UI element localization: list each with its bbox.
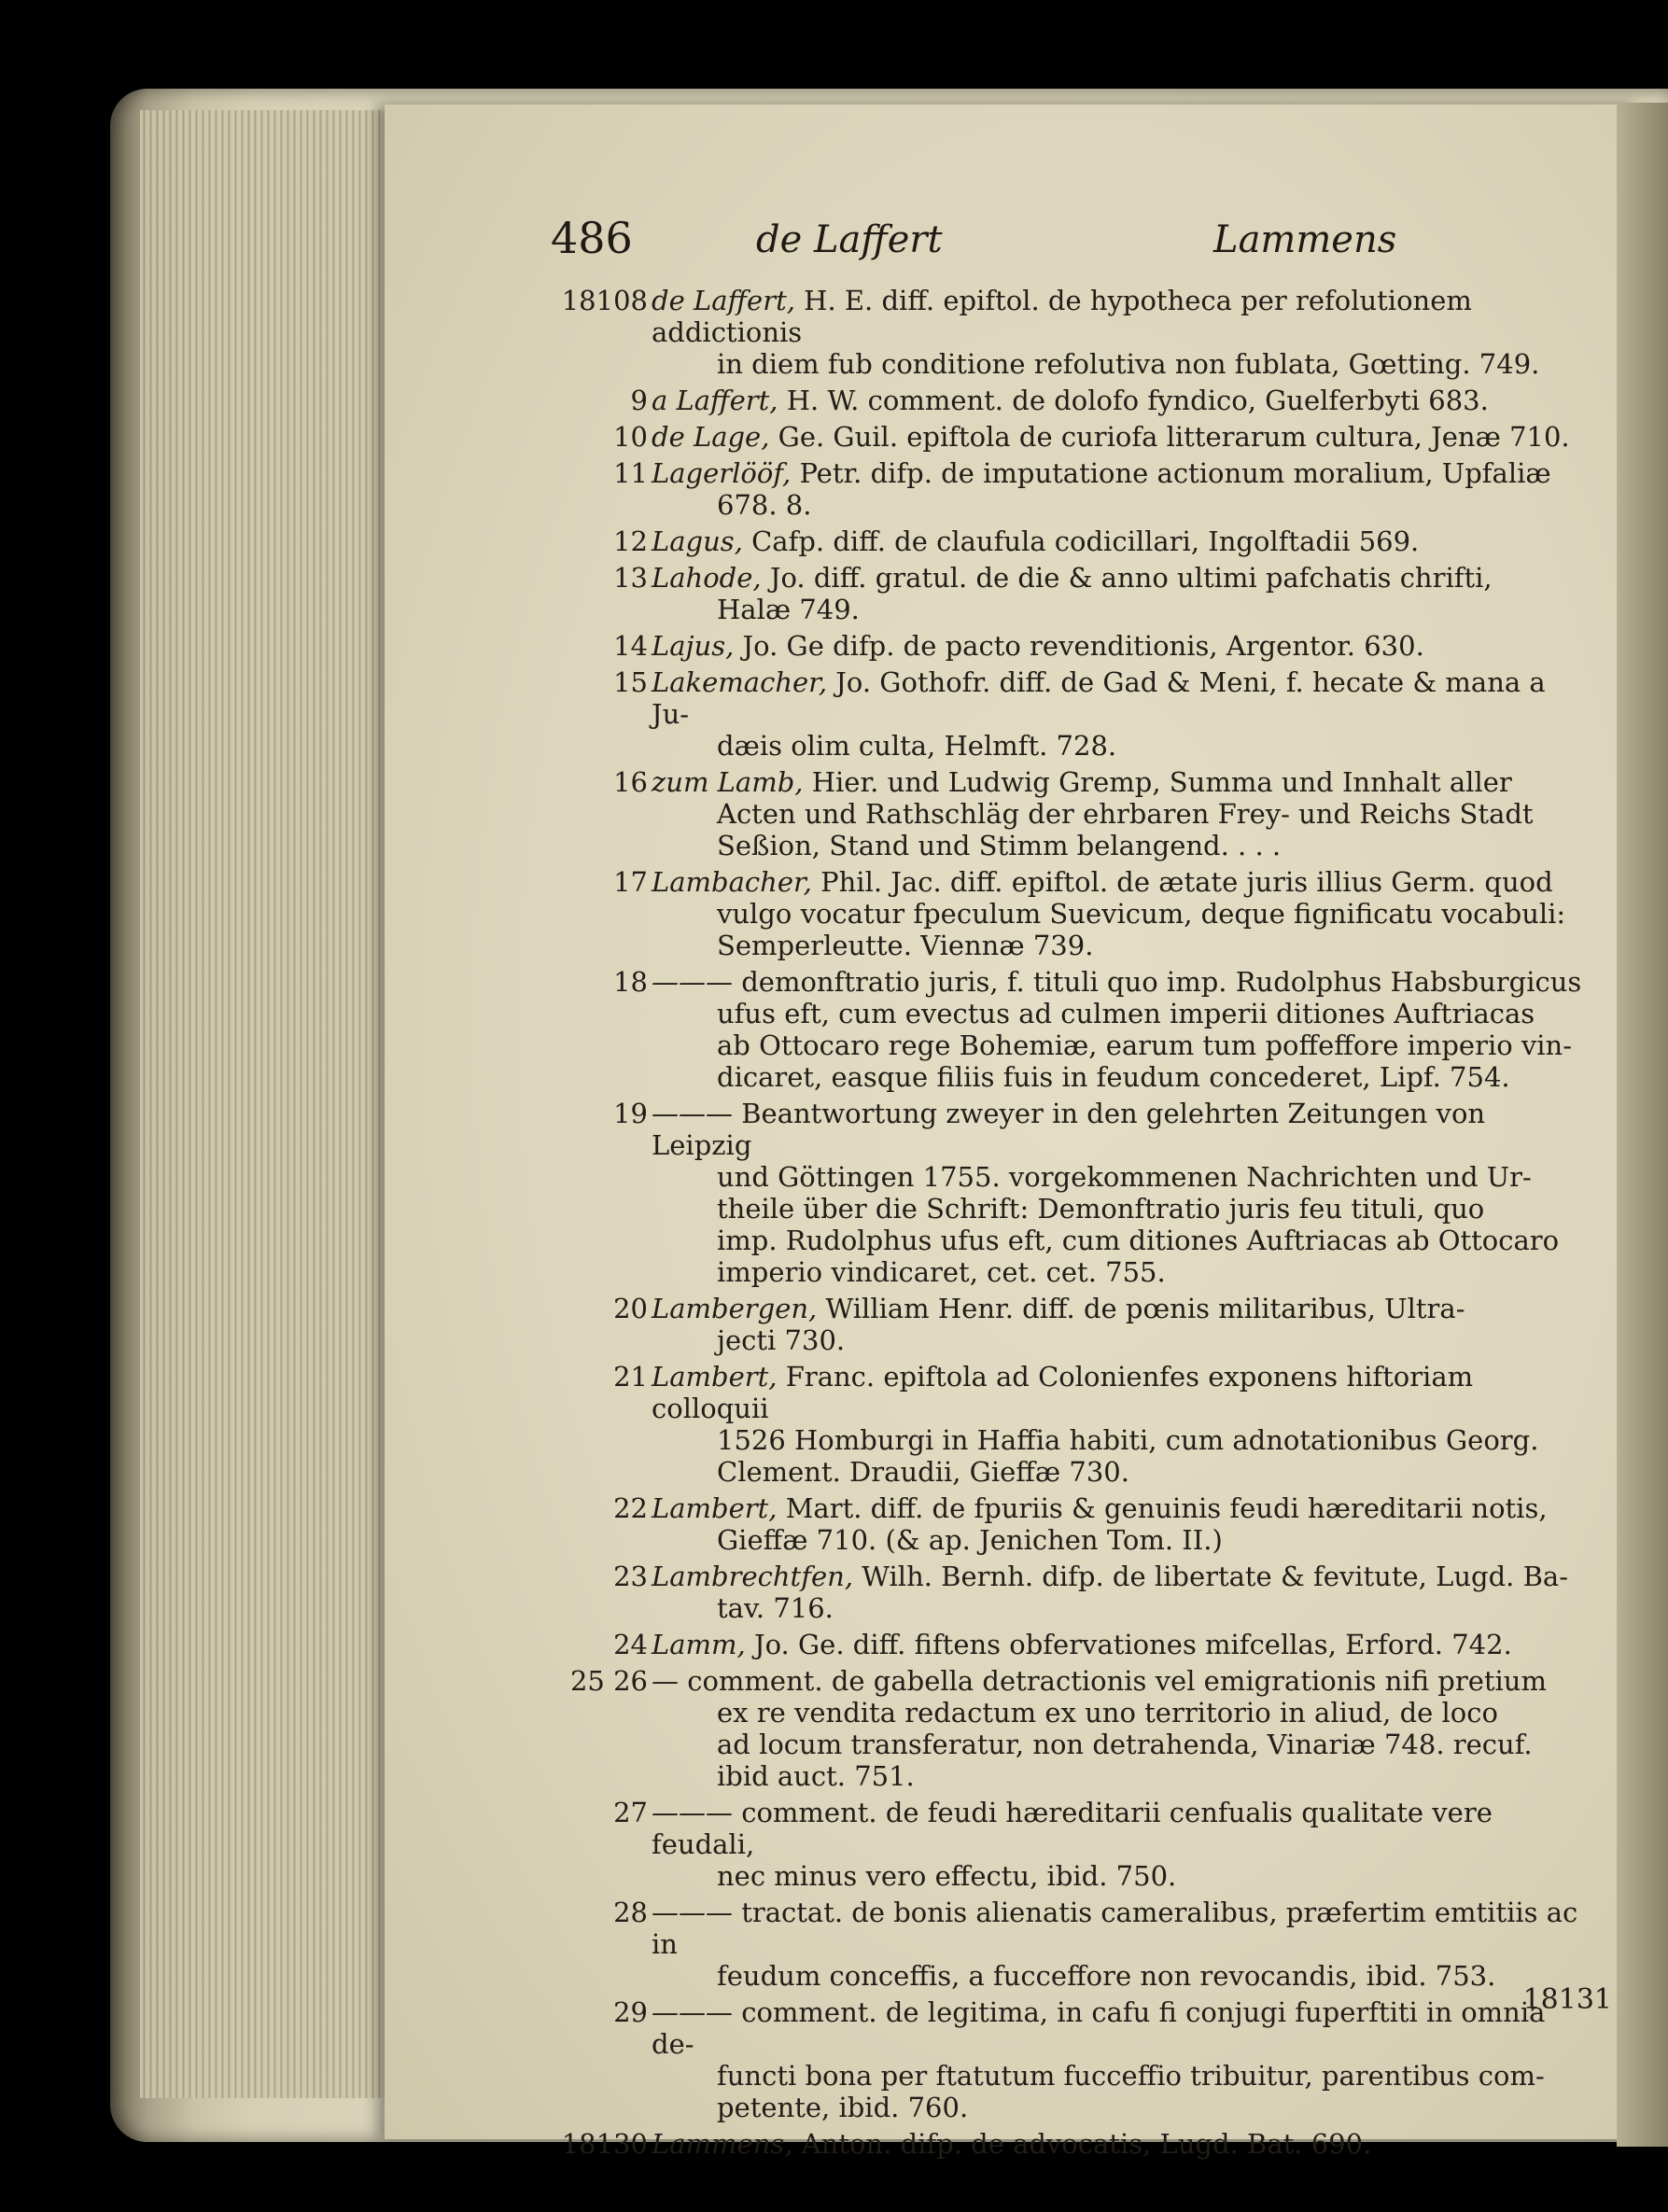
entry-first-line bbox=[652, 457, 1551, 489]
entry-continuation: Acten und Rathschläg der ehrbaren Frey- und Reichs Stadt bbox=[717, 798, 1534, 830]
entry-name: Lambergen, bbox=[652, 1293, 818, 1324]
entry-continuation: feudum conceffis, a fucceffore non revocandis, ibid. 753. bbox=[717, 1960, 1496, 1992]
entry-text: Mart. diff. de fpuriis & genuinis feudi hæreditarii notis, bbox=[785, 1492, 1548, 1524]
running-head-left: de Laffert bbox=[756, 218, 943, 261]
list-item bbox=[579, 562, 1582, 625]
entry-name: Lambrechtfen, bbox=[652, 1561, 853, 1592]
entry-number: 29 bbox=[613, 1996, 648, 2028]
entry-text: tractat. de bonis alienatis cameralibus, præfertim emtitiis ac in bbox=[652, 1897, 1578, 1960]
entry-continuation: imperio vindicaret, cet. cet. 755. bbox=[717, 1256, 1166, 1288]
entry-name: a Laffert, bbox=[652, 385, 778, 416]
entry-continuation: jecti 730. bbox=[717, 1324, 846, 1356]
entry-continuation: petente, ibid. 760. bbox=[717, 2092, 969, 2123]
entry-continuation: nec minus vero effectu, ibid. 750. bbox=[717, 1860, 1177, 1892]
entry-continuation: ufus eft, cum evectus ad culmen imperii ditiones Auftriacas bbox=[717, 998, 1535, 1029]
entry-number: 10 bbox=[613, 421, 648, 453]
entry-list bbox=[561, 285, 1582, 2164]
entry-name: zum Lamb, bbox=[652, 766, 804, 798]
next-page-edge bbox=[1617, 103, 1668, 2147]
entry-text: Hier. und Ludwig Gremp, Summa und Innhalt aller bbox=[811, 766, 1512, 798]
entry-name: de Lage, bbox=[652, 421, 770, 453]
page-edges bbox=[140, 110, 401, 2098]
entry-first-line bbox=[652, 2128, 1371, 2160]
entry-continuation: Seßion, Stand und Stimm belangend. . . . bbox=[717, 830, 1282, 861]
entry-number: 13 bbox=[613, 562, 648, 594]
entry-number: 28 bbox=[613, 1897, 648, 1928]
entry-number: 11 bbox=[613, 457, 648, 489]
entry-number: 12 bbox=[613, 525, 648, 557]
entry-name: Lajus, bbox=[652, 630, 735, 662]
list-item bbox=[579, 866, 1582, 961]
entry-continuation: in diem fub conditione refolutiva non fublata, Gœtting. 749. bbox=[717, 348, 1540, 380]
list-item bbox=[579, 966, 1582, 1093]
entry-name: de Laffert, bbox=[652, 285, 795, 316]
entry-number: 9 bbox=[630, 385, 648, 416]
list-item bbox=[579, 666, 1582, 762]
catchword: 18131 bbox=[1522, 1983, 1612, 2016]
entry-first-line bbox=[652, 1996, 1545, 2060]
entry-first-line bbox=[652, 1561, 1568, 1592]
entry-first-line bbox=[652, 1629, 1512, 1660]
entry-number: 14 bbox=[613, 630, 648, 662]
entry-number: 25 26 bbox=[569, 1665, 648, 1697]
entry-number: 23 bbox=[613, 1561, 648, 1592]
entry-first-line bbox=[652, 630, 1424, 662]
list-item bbox=[579, 1897, 1582, 1992]
entry-number: 18108 bbox=[561, 285, 648, 316]
list-item bbox=[579, 1797, 1582, 1892]
entry-text: Cafp. diff. de claufula codicillari, Ingolftadii 569. bbox=[751, 525, 1420, 557]
entry-number: 17 bbox=[613, 866, 648, 898]
entry-number: 16 bbox=[613, 766, 648, 798]
entry-name: ——— bbox=[652, 1098, 733, 1129]
running-head-right: Lammens bbox=[1213, 218, 1397, 261]
entry-first-line bbox=[652, 1293, 1465, 1324]
entry-number: 19 bbox=[613, 1098, 648, 1129]
list-item bbox=[579, 1561, 1582, 1624]
entry-name: Lambert, bbox=[652, 1361, 778, 1393]
entry-continuation: 678. 8. bbox=[717, 489, 812, 521]
list-item bbox=[561, 2128, 1582, 2160]
entry-text: Franc. epiftola ad Colonienfes exponens hiftoriam colloquii bbox=[652, 1361, 1474, 1424]
entry-continuation: imp. Rudolphus ufus eft, cum ditiones Auftriacas ab Ottocaro bbox=[717, 1225, 1560, 1256]
entry-text: Beantwortung zweyer in den gelehrten Zeitungen von Leipzig bbox=[652, 1098, 1486, 1161]
entry-number: 18 bbox=[613, 966, 648, 998]
entry-number: 22 bbox=[613, 1492, 648, 1524]
entry-number: 15 bbox=[613, 666, 648, 698]
entry-text: Jo. Ge difp. de pacto revenditionis, Argentor. 630. bbox=[742, 630, 1424, 662]
entry-name: ——— bbox=[652, 1996, 733, 2028]
entry-continuation: theile über die Schrift: Demonftratio juris feu tituli, quo bbox=[717, 1193, 1485, 1225]
entry-name: Lakemacher, bbox=[652, 666, 828, 698]
entry-continuation: 1526 Homburgi in Haffia habiti, cum adnotationibus Georg. bbox=[717, 1424, 1539, 1456]
entry-first-line bbox=[652, 1098, 1485, 1161]
entry-continuation: Halæ 749. bbox=[717, 594, 860, 625]
entry-first-line bbox=[652, 1665, 1547, 1697]
entry-continuation: und Göttingen 1755. vorgekommenen Nachrichten und Ur- bbox=[717, 1161, 1532, 1193]
page-number: 486 bbox=[551, 213, 633, 263]
entry-first-line bbox=[652, 666, 1546, 730]
entry-name: ——— bbox=[652, 1897, 733, 1928]
entry-text: comment. de gabella detractionis vel emigrationis nifi pretium bbox=[687, 1665, 1547, 1697]
entry-continuation: dæis olim culta, Helmft. 728. bbox=[717, 730, 1117, 762]
entry-text: comment. de legitima, in cafu fi conjugi fuperftiti in omnia de- bbox=[652, 1996, 1546, 2060]
page-header bbox=[551, 213, 1587, 278]
list-item bbox=[579, 1098, 1582, 1288]
entry-text: William Henr. diff. de pœnis militaribus, Ultra- bbox=[825, 1293, 1465, 1324]
entry-number: 18130 bbox=[561, 2128, 648, 2160]
entry-text: demonftratio juris, f. tituli quo imp. Rudolphus Habsburgicus bbox=[741, 966, 1582, 998]
list-item bbox=[579, 1361, 1582, 1488]
entry-name: ——— bbox=[652, 966, 733, 998]
entry-first-line bbox=[652, 966, 1581, 998]
entry-text: H. W. comment. de dolofo fyndico, Guelferbyti 683. bbox=[786, 385, 1489, 416]
entry-first-line bbox=[652, 385, 1489, 416]
entry-name: Lahode, bbox=[652, 562, 762, 594]
entry-text: H. E. diff. epiftol. de hypotheca per refolutionem addictionis bbox=[652, 285, 1472, 348]
list-item bbox=[579, 525, 1582, 557]
entry-first-line bbox=[652, 1361, 1473, 1424]
list-item bbox=[579, 385, 1582, 416]
entry-continuation: ad locum transferatur, non detrahenda, Vinariæ 748. recuf. bbox=[717, 1729, 1533, 1760]
entry-text: comment. de feudi hæreditarii cenfualis qualitate vere feudali, bbox=[652, 1797, 1493, 1860]
entry-continuation: tav. 716. bbox=[717, 1592, 834, 1624]
entry-number: 21 bbox=[613, 1361, 648, 1393]
entry-name: Lagus, bbox=[652, 525, 743, 557]
entry-name: Lambacher, bbox=[652, 866, 812, 898]
entry-name: ——— bbox=[652, 1797, 733, 1828]
list-item bbox=[569, 1665, 1582, 1792]
entry-first-line bbox=[652, 285, 1472, 348]
entry-continuation: Clement. Draudii, Gieffæ 730. bbox=[717, 1456, 1129, 1488]
entry-text: Anton. difp. de advocatis, Lugd. Bat. 690. bbox=[801, 2128, 1372, 2160]
entry-text: Jo. diff. gratul. de die & anno ultimi pafchatis chrifti, bbox=[769, 562, 1493, 594]
entry-text: Jo. Ge. diff. fiftens obfervationes mifcellas, Erford. 742. bbox=[753, 1629, 1512, 1660]
list-item bbox=[579, 1492, 1582, 1556]
entry-number: 20 bbox=[613, 1293, 648, 1324]
list-item bbox=[579, 421, 1582, 453]
entry-continuation: functi bona per ftatutum fucceffio tribuitur, parentibus com- bbox=[717, 2060, 1545, 2092]
entry-text: Petr. difp. de imputatione actionum moralium, Upfaliæ bbox=[799, 457, 1551, 489]
entry-text: Phil. Jac. diff. epiftol. de ætate juris illius Germ. quod bbox=[820, 866, 1553, 898]
entry-first-line bbox=[652, 1897, 1577, 1960]
entry-first-line bbox=[652, 421, 1570, 453]
entry-continuation: Semperleutte. Viennæ 739. bbox=[717, 930, 1094, 961]
entry-continuation: ibid auct. 751. bbox=[717, 1760, 915, 1792]
entry-first-line bbox=[652, 766, 1512, 798]
entry-first-line bbox=[652, 525, 1419, 557]
entry-name: Lamm, bbox=[652, 1629, 746, 1660]
entry-continuation: Gieffæ 710. (& ap. Jenichen Tom. II.) bbox=[717, 1524, 1223, 1556]
entry-text: Wilh. Bernh. difp. de libertate & fevitute, Lugd. Ba- bbox=[862, 1561, 1569, 1592]
entry-first-line bbox=[652, 1492, 1548, 1524]
entry-continuation: ab Ottocaro rege Bohemiæ, earum tum poffeffore imperio vin- bbox=[717, 1029, 1573, 1061]
entry-first-line bbox=[652, 866, 1553, 898]
entry-name: Lambert, bbox=[652, 1492, 778, 1524]
list-item bbox=[579, 630, 1582, 662]
entry-first-line bbox=[652, 1797, 1493, 1860]
entry-name: Lammens, bbox=[652, 2128, 793, 2160]
entry-name: Lagerlööf, bbox=[652, 457, 792, 489]
list-item bbox=[579, 1996, 1582, 2123]
list-item bbox=[579, 766, 1582, 861]
list-item bbox=[579, 457, 1582, 521]
entry-continuation: vulgo vocatur fpeculum Suevicum, deque fignificatu vocabuli: bbox=[717, 898, 1566, 930]
list-item bbox=[579, 1293, 1582, 1356]
entry-number: 24 bbox=[613, 1629, 648, 1660]
entry-continuation: dicaret, easque filiis fuis in feudum concederet, Lipf. 754. bbox=[717, 1061, 1510, 1093]
entry-name: — bbox=[652, 1665, 679, 1697]
entry-number: 27 bbox=[613, 1797, 648, 1828]
entry-first-line bbox=[652, 562, 1493, 594]
entry-continuation: ex re vendita redactum ex uno territorio in aliud, de loco bbox=[717, 1697, 1498, 1729]
list-item bbox=[561, 285, 1582, 380]
list-item bbox=[579, 1629, 1582, 1660]
entry-text: Jo. Gothofr. diff. de Gad & Meni, f. hecate & mana a Ju- bbox=[652, 666, 1546, 730]
entry-text: Ge. Guil. epiftola de curiofa litterarum cultura, Jenæ 710. bbox=[778, 421, 1570, 453]
